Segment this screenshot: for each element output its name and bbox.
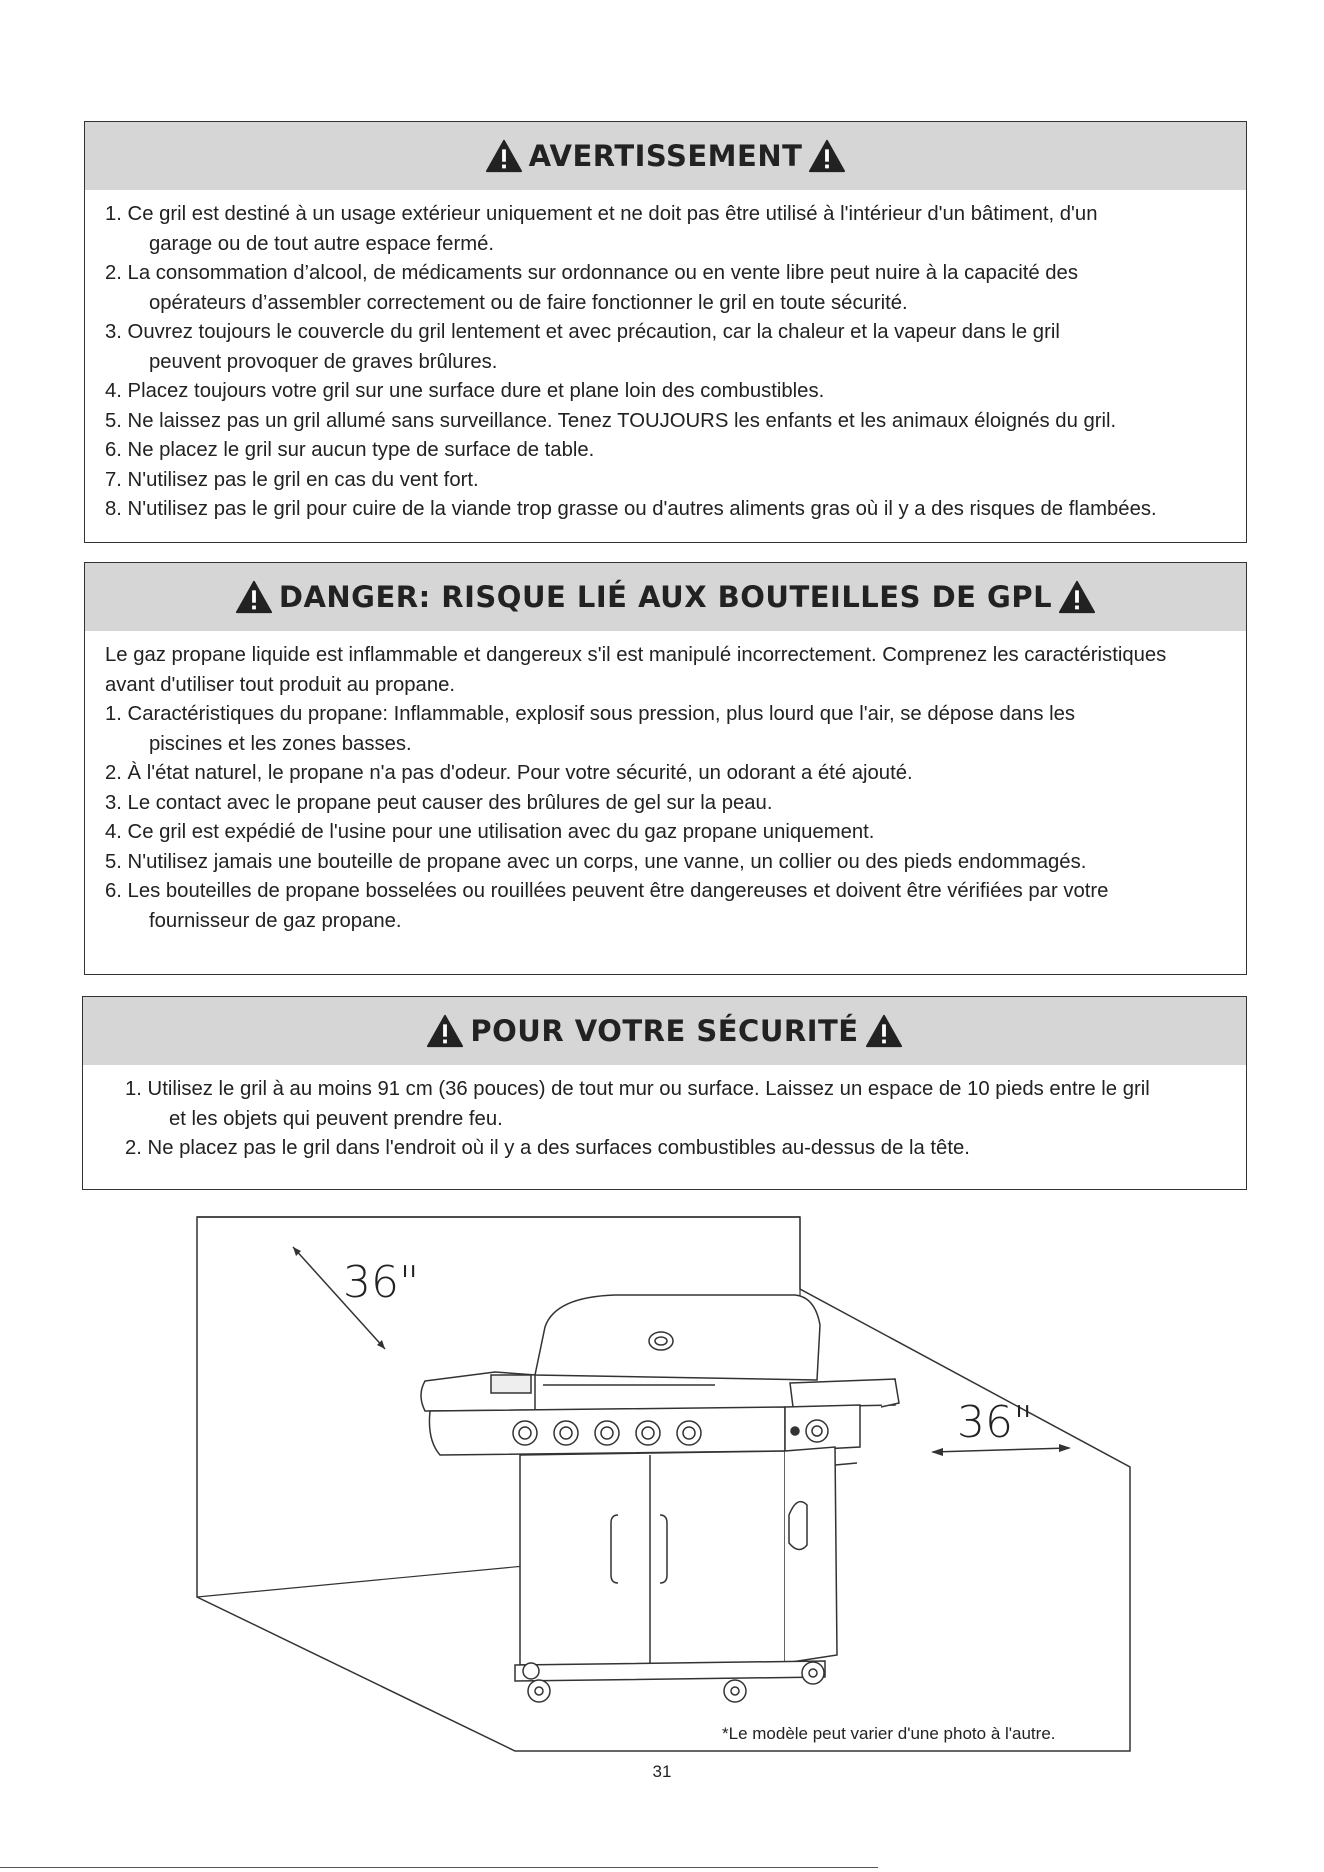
warning-box: [84, 121, 1247, 543]
safety-item-2: 2. Ne placez pas le gril dans l'endroit où il y a des surfaces combustibles au-dessus de la tête.: [125, 1137, 970, 1159]
warning-triangle-icon: [485, 138, 523, 174]
danger-item-5: 5. N'utilisez jamais une bouteille de propane avec un corps, une vanne, un collier ou des pieds endommagés.: [105, 850, 1087, 873]
warning-item-8: 8. N'utilisez pas le gril pour cuire de la viande trop grasse ou d'autres aliments gras où il y a des risques de flambées.: [105, 498, 1157, 520]
danger-item-1: 1. Caractéristiques du propane: Inflammable, explosif sous pression, plus lourd que l'air, se dépose dans les: [105, 703, 1076, 725]
warning-item-6: 6. Ne placez le gril sur aucun type de surface de table.: [105, 439, 595, 461]
warning-item-3-cont: peuvent provoquer de graves brûlures.: [149, 350, 498, 373]
danger-item-1-cont: piscines et les zones basses.: [149, 732, 412, 755]
danger-intro: Le gaz propane liquide est inflammable et dangereux s'il est manipulé incorrectement. Comprenez les caractéristiques: [105, 644, 1167, 666]
safety-title: POUR VOTRE SÉCURITÉ: [470, 1014, 859, 1048]
safety-list: [83, 1065, 1246, 1164]
warning-triangle-icon: [235, 579, 273, 615]
warning-header: [85, 122, 1246, 190]
danger-item-3: 3. Le contact avec le propane peut causer des brûlures de gel sur la peau.: [105, 791, 773, 814]
warning-item-4: 4. Placez toujours votre gril sur une surface dure et plane loin des combustibles.: [105, 380, 825, 402]
danger-item-2: 2. À l'état naturel, le propane n'a pas d'odeur. Pour votre sécurité, un odorant a été ajouté.: [105, 762, 913, 784]
warning-item-2: 2. La consommation d’alcool, de médicaments sur ordonnance ou en vente libre peut nuire à la capacité des: [105, 262, 1078, 284]
danger-list: [85, 631, 1246, 936]
side-clearance-label: 36": [957, 1397, 1034, 1448]
back-clearance-label: 36": [343, 1257, 420, 1308]
warning-item-1-cont: garage ou de tout autre espace fermé.: [149, 232, 495, 255]
footer-divider: [0, 1867, 878, 1868]
warning-list: [85, 190, 1246, 525]
danger-item-4: 4. Ce gril est expédié de l'usine pour une utilisation avec du gaz propane uniquement.: [105, 821, 875, 843]
safety-item-1: 1. Utilisez le gril à au moins 91 cm (36 pouces) de tout mur ou surface. Laissez un espace de 10 pieds entre le gril: [125, 1078, 1150, 1100]
safety-header: [83, 997, 1246, 1065]
danger-item-6-cont: fournisseur de gaz propane.: [149, 909, 402, 932]
warning-triangle-icon: [426, 1013, 464, 1049]
clearance-illustration: [195, 1215, 1133, 1755]
page-number: 31: [652, 1762, 672, 1781]
grill-icon: [421, 1295, 899, 1702]
warning-item-2-cont: opérateurs d’assembler correctement ou de faire fonctionner le gril en toute sécurité.: [149, 291, 908, 314]
warning-title: AVERTISSEMENT: [528, 139, 803, 173]
warning-triangle-icon: [808, 138, 846, 174]
danger-header: [85, 563, 1246, 631]
warning-item-1: 1. Ce gril est destiné à un usage extérieur uniquement et ne doit pas être utilisé à l'intérieur d'un bâtiment, d'un: [105, 203, 1098, 225]
danger-title: DANGER: RISQUE LIÉ AUX BOUTEILLES DE GPL: [278, 580, 1053, 614]
warning-triangle-icon: [865, 1013, 903, 1049]
warning-item-3: 3. Ouvrez toujours le couvercle du gril lentement et avec précaution, car la chaleur et la vapeur dans le gril: [105, 321, 1060, 343]
model-note: *Le modèle peut varier d'une photo à l'autre.: [722, 1724, 1056, 1743]
warning-item-7: 7. N'utilisez pas le gril en cas du vent fort.: [105, 468, 479, 491]
warning-triangle-icon: [1058, 579, 1096, 615]
danger-intro-cont: avant d'utiliser tout produit au propane.: [105, 673, 456, 696]
safety-item-1-cont: et les objets qui peuvent prendre feu.: [169, 1107, 503, 1130]
warning-item-5: 5. Ne laissez pas un gril allumé sans surveillance. Tenez TOUJOURS les enfants et les animaux éloignés du gril.: [105, 409, 1117, 432]
danger-box: [84, 562, 1247, 975]
safety-box: [82, 996, 1247, 1190]
danger-item-6: 6. Les bouteilles de propane bosselées ou rouillées peuvent être dangereuses et doivent être vérifiées par votre: [105, 880, 1109, 902]
